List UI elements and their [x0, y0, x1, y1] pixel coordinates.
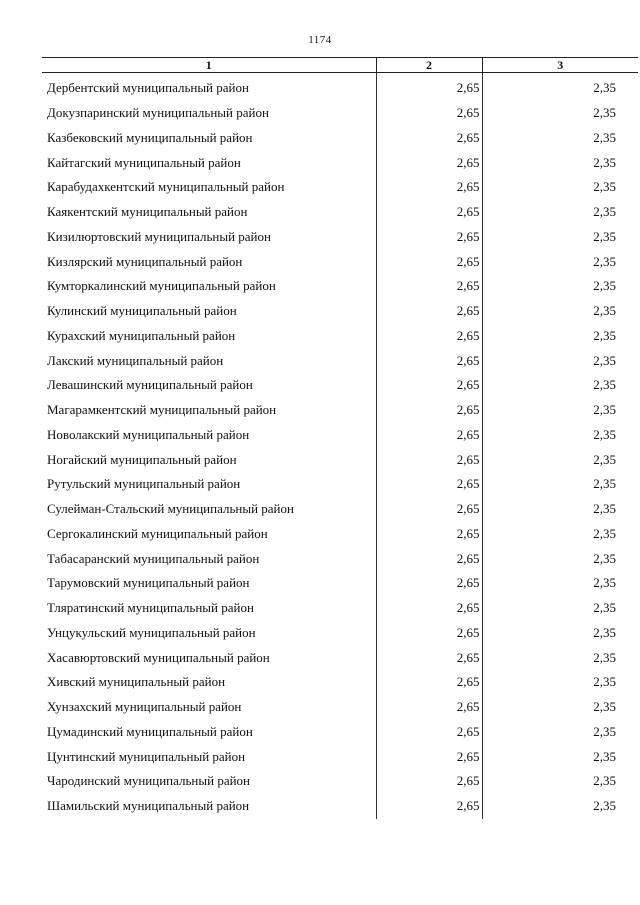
- table-row: [42, 769, 638, 794]
- value-col-2-cell: 2,65: [376, 447, 482, 472]
- value-col-3-cell: 2,35: [482, 447, 638, 472]
- value-col-3-cell: 2,35: [482, 200, 638, 225]
- district-name-cell: Сергокалинский муниципальный район: [47, 525, 268, 541]
- value-col-3-cell: 2,35: [482, 695, 638, 720]
- header-row: [42, 58, 638, 73]
- value-col-2-cell: 2,65: [376, 645, 482, 670]
- district-name-cell: Дербентский муниципальный район: [47, 80, 249, 96]
- value-col-2-cell: 2,65: [376, 126, 482, 151]
- value-col-2-cell: 2,65: [376, 522, 482, 547]
- value-col-3-cell: 2,35: [482, 522, 638, 547]
- table-row: [42, 73, 638, 101]
- value-col-2-cell: 2,65: [376, 744, 482, 769]
- value-col-2-cell: 2,65: [376, 596, 482, 621]
- value-col-2-cell: 2,65: [376, 175, 482, 200]
- district-name-cell: Курахский муниципальный район: [47, 327, 236, 343]
- table-row: [42, 497, 638, 522]
- value-col-3-cell: 2,35: [482, 472, 638, 497]
- value-col-2-cell: 2,65: [376, 794, 482, 819]
- value-col-3-cell: 2,35: [482, 398, 638, 423]
- district-name-cell: Лакский муниципальный район: [47, 352, 224, 368]
- table-row: [42, 225, 638, 250]
- table-row: [42, 249, 638, 274]
- value-col-2-cell: 2,65: [376, 398, 482, 423]
- value-col-3-cell: 2,35: [482, 744, 638, 769]
- district-name-cell: Тарумовский муниципальный район: [47, 575, 250, 591]
- district-name-cell: Сулейман-Стальский муниципальный район: [47, 501, 294, 517]
- district-name-cell: Левашинский муниципальный район: [47, 377, 253, 393]
- table-header: [42, 58, 638, 73]
- district-name-cell: Кайтагский муниципальный район: [47, 154, 241, 170]
- table-body: [42, 73, 638, 819]
- district-name-cell: Кулинский муниципальный район: [47, 303, 237, 319]
- table-row: [42, 150, 638, 175]
- table-row: [42, 175, 638, 200]
- district-name-cell: Чародинский муниципальный район: [47, 773, 251, 789]
- value-col-2-cell: 2,65: [376, 472, 482, 497]
- value-col-2-cell: 2,65: [376, 670, 482, 695]
- value-col-3-cell: 2,35: [482, 423, 638, 448]
- table-row: [42, 299, 638, 324]
- value-col-2-cell: 2,65: [376, 571, 482, 596]
- table-row: [42, 423, 638, 448]
- table-row: [42, 101, 638, 126]
- district-name-cell: Карабудахкентский муниципальный район: [47, 179, 285, 195]
- district-name-cell: Кумторкалинский муниципальный район: [47, 278, 276, 294]
- value-col-2-cell: 2,65: [376, 200, 482, 225]
- table-row: [42, 670, 638, 695]
- table-row: [42, 645, 638, 670]
- district-name-cell: Рутульский муниципальный район: [47, 476, 241, 492]
- table-row: [42, 794, 638, 819]
- district-name-cell: Тляратинский муниципальный район: [47, 600, 254, 616]
- district-name-cell: Магарамкентский муниципальный район: [47, 402, 277, 418]
- district-name-cell: Хасавюртовский муниципальный район: [47, 649, 270, 665]
- value-col-2-cell: 2,65: [376, 73, 482, 101]
- district-name-cell: Хунзахский муниципальный район: [47, 699, 242, 715]
- value-col-2-cell: 2,65: [376, 324, 482, 349]
- value-col-2-cell: 2,65: [376, 621, 482, 646]
- value-col-3-cell: 2,35: [482, 299, 638, 324]
- district-name-cell: Казбековский муниципальный район: [47, 129, 253, 145]
- value-col-3-cell: 2,35: [482, 150, 638, 175]
- value-col-2-cell: 2,65: [376, 720, 482, 745]
- district-name-cell: Цумадинский муниципальный район: [47, 723, 253, 739]
- table-row: [42, 522, 638, 547]
- value-col-2-cell: 2,65: [376, 373, 482, 398]
- table-row: [42, 571, 638, 596]
- table-row: [42, 274, 638, 299]
- district-name-cell: Хивский муниципальный район: [47, 674, 226, 690]
- value-col-3-cell: 2,35: [482, 73, 638, 101]
- table-row: [42, 744, 638, 769]
- value-col-3-cell: 2,35: [482, 348, 638, 373]
- value-col-3-cell: 2,35: [482, 546, 638, 571]
- table-row: [42, 373, 638, 398]
- district-name-cell: Ногайский муниципальный район: [47, 451, 237, 467]
- table-row: [42, 720, 638, 745]
- value-col-3-cell: 2,35: [482, 249, 638, 274]
- value-col-3-cell: 2,35: [482, 670, 638, 695]
- value-col-3-cell: 2,35: [482, 596, 638, 621]
- table-row: [42, 695, 638, 720]
- header-col-2: 2: [376, 58, 482, 73]
- coefficient-table: [42, 57, 638, 819]
- value-col-2-cell: 2,65: [376, 249, 482, 274]
- value-col-2-cell: 2,65: [376, 299, 482, 324]
- value-col-3-cell: 2,35: [482, 621, 638, 646]
- value-col-2-cell: 2,65: [376, 150, 482, 175]
- value-col-2-cell: 2,65: [376, 101, 482, 126]
- value-col-3-cell: 2,35: [482, 720, 638, 745]
- value-col-3-cell: 2,35: [482, 373, 638, 398]
- value-col-3-cell: 2,35: [482, 571, 638, 596]
- value-col-2-cell: 2,65: [376, 225, 482, 250]
- district-name-cell: Кизлярский муниципальный район: [47, 253, 243, 269]
- value-col-3-cell: 2,35: [482, 769, 638, 794]
- page-number: 1174: [308, 34, 332, 46]
- value-col-2-cell: 2,65: [376, 497, 482, 522]
- table-row: [42, 126, 638, 151]
- district-name-cell: Шамильский муниципальный район: [47, 798, 250, 814]
- table-row: [42, 596, 638, 621]
- value-col-2-cell: 2,65: [376, 274, 482, 299]
- value-col-3-cell: 2,35: [482, 645, 638, 670]
- district-name-cell: Табасаранский муниципальный район: [47, 550, 260, 566]
- page-bottom-margin: [0, 820, 640, 905]
- district-name-cell: Новолакский муниципальный район: [47, 426, 250, 442]
- value-col-3-cell: 2,35: [482, 126, 638, 151]
- table-row: [42, 398, 638, 423]
- table-row: [42, 348, 638, 373]
- value-col-3-cell: 2,35: [482, 274, 638, 299]
- header-col-1: 1: [42, 58, 376, 73]
- value-col-3-cell: 2,35: [482, 324, 638, 349]
- value-col-3-cell: 2,35: [482, 497, 638, 522]
- table-row: [42, 447, 638, 472]
- value-col-2-cell: 2,65: [376, 695, 482, 720]
- value-col-3-cell: 2,35: [482, 794, 638, 819]
- header-col-3: 3: [482, 58, 638, 73]
- district-name-cell: Кизилюртовский муниципальный район: [47, 228, 271, 244]
- value-col-3-cell: 2,35: [482, 175, 638, 200]
- district-name-cell: Каякентский муниципальный район: [47, 204, 248, 220]
- district-name-cell: Докузпаринский муниципальный район: [47, 105, 269, 121]
- table-row: [42, 472, 638, 497]
- table-row: [42, 621, 638, 646]
- district-name-cell: Унцукульский муниципальный район: [47, 624, 256, 640]
- value-col-2-cell: 2,65: [376, 769, 482, 794]
- value-col-2-cell: 2,65: [376, 423, 482, 448]
- value-col-2-cell: 2,65: [376, 348, 482, 373]
- table-row: [42, 324, 638, 349]
- value-col-3-cell: 2,35: [482, 225, 638, 250]
- district-name-cell: Цунтинский муниципальный район: [47, 748, 246, 764]
- value-col-2-cell: 2,65: [376, 546, 482, 571]
- table-row: [42, 200, 638, 225]
- table-row: [42, 546, 638, 571]
- value-col-3-cell: 2,35: [482, 101, 638, 126]
